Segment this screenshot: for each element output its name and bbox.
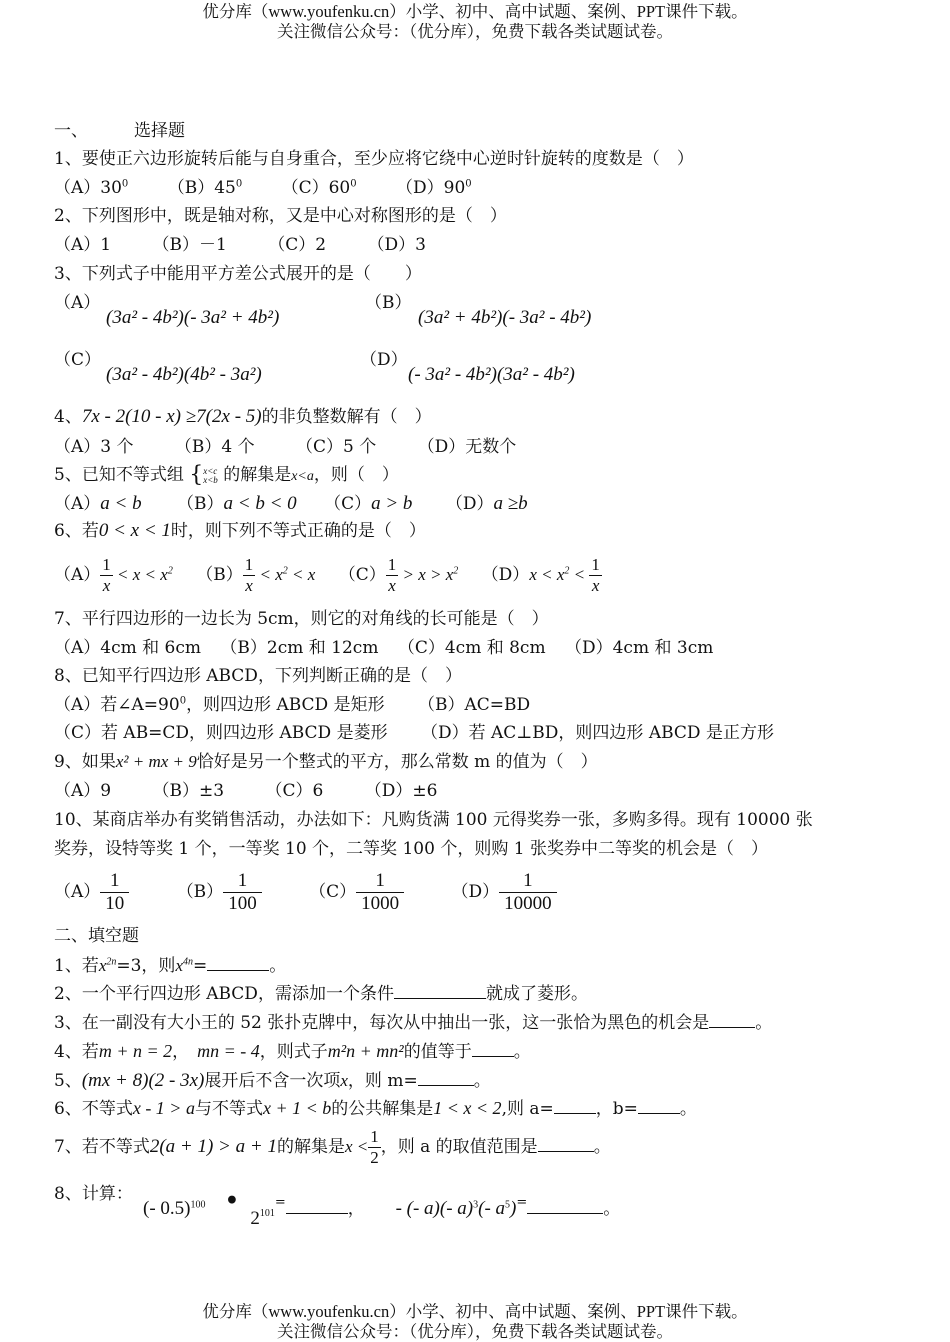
- q8-option-b: （B）AC=BD: [418, 695, 531, 715]
- q4-option-d: （D）无数个: [417, 437, 517, 457]
- q10-option-a: （A） $\frac{1}{10}$: [54, 882, 129, 902]
- q3-option-a-label: （A）: [54, 293, 101, 313]
- section-title-fill: 二、填空题: [54, 926, 139, 946]
- q4-option-c: （C）5 个: [296, 437, 377, 457]
- q10-option-b: （B） $\frac{1}{100}$: [177, 882, 262, 902]
- q2-option-c: （C）2: [268, 235, 327, 255]
- f1-blank[interactable]: [207, 953, 269, 971]
- q10-option-d: （D） $\frac{1}{10000}$: [452, 882, 557, 902]
- q5-option-c: （C）a > b: [324, 493, 413, 514]
- f8-blank-2[interactable]: [527, 1196, 603, 1214]
- q8-options-row2: [54, 721, 774, 745]
- q6-stem: 6、若0 < x < 1时，则下列不等式正确的是（ ）: [54, 520, 426, 541]
- f3-stem: 3、在一副没有大小王的 52 张扑克牌中，每次从中抽出一张，这一张恰为黑色的机会是 。: [54, 1010, 772, 1035]
- f4-blank[interactable]: [472, 1039, 514, 1057]
- q5-option-d: （D）a ≥b: [445, 493, 528, 514]
- q4-option-a: （A）3 个: [54, 437, 134, 457]
- f2-stem: 2、一个平行四边形 ABCD，需添加一个条件 就成了菱形。: [54, 981, 588, 1006]
- f8-expressions: (- 0.5)$^{100}$ • $2^{101=}$ ， - (- a)(- a)$^3$(- $a^5)^=$ 。: [143, 1188, 621, 1229]
- q4-option-b: （B）4 个: [174, 437, 255, 457]
- header-line-1: 优分库（www.youfenku.cn）小学、初中、高中试题、案例、PPT课件下载。: [202, 2, 748, 21]
- q7-option-a: （A）4cm 和 6cm: [54, 638, 201, 658]
- q10-stem-line2: 奖券，设特等奖 1 个，一等奖 10 个，二等奖 100 个，则购 1 张奖券中二等奖的机会是（ ）: [54, 839, 768, 859]
- f8-blank-1[interactable]: [286, 1196, 348, 1214]
- q3-option-b-expr: (3a² + 4b²)(- 3a² - 4b²): [418, 307, 592, 328]
- q5-system: x<c x<b: [203, 465, 218, 485]
- section-title-text: 选择题: [134, 121, 185, 141]
- q3-option-a-expr: (3a² - 4b²)(- 3a² + 4b²): [106, 307, 280, 328]
- q9-option-d: （D）±6: [364, 781, 438, 801]
- q6-option-d: $(D)x < x^2$ < $\frac{1}{x}$: [481, 555, 600, 595]
- q6-condition: 0 < x < 1: [98, 520, 171, 541]
- f6-stem: 6、不等式x - 1 > a与不等式x + 1 < b的公共解集是1 < x < 2,则 a= ，b= 。: [54, 1098, 697, 1119]
- q9-stem: 9、如果x² + mx + 9恰好是另一个整式的平方，那么常数 m 的值为（ ）: [54, 752, 598, 772]
- q7-option-c: （C）4cm 和 8cm: [397, 638, 546, 658]
- q9-option-b: （B）±3: [152, 781, 225, 801]
- q5-solution: x<a: [291, 469, 314, 484]
- q5-option-b: （B）a < b < 0: [177, 493, 297, 514]
- section-title-choice: [54, 119, 185, 143]
- q3-option-c-label: （C）: [54, 350, 102, 370]
- q4-inequality: 7x - 2(10 - x) ≥7(2x - 5): [81, 406, 262, 427]
- q9-option-c: （C）6: [265, 781, 324, 801]
- q1-option-c: $(C)60^0$: [281, 178, 357, 198]
- q5-options: [54, 492, 528, 516]
- q5-option-a: （A）a < b: [54, 493, 142, 514]
- q8-option-a: （A）若$\angle A=90^0$，则四边形 ABCD 是矩形: [54, 695, 385, 715]
- footer-line-2: 关注微信公众号：（优分库），免费下载各类试题试卷。: [277, 1322, 673, 1341]
- q10-stem-line1: 10、某商店举办有奖销售活动，办法如下：凡购货满 100 元得奖券一张，多购多得。现有 10000 张: [54, 810, 813, 830]
- q9-options: [54, 779, 437, 803]
- q4-options: [54, 435, 516, 459]
- header-line-2: 关注微信公众号：（优分库），免费下载各类试题试卷。: [277, 22, 673, 41]
- q5-stem: 5、已知不等式组 { x<c x<b 的解集是x<a，则（ ）: [54, 462, 399, 488]
- f8-label: 8、计算：: [54, 1184, 133, 1204]
- q3-stem: 3、下列式子中能用平方差公式展开的是（ ）: [54, 264, 422, 284]
- footer-line-1: 优分库（www.youfenku.cn）小学、初中、高中试题、案例、PPT课件下载。: [202, 1302, 748, 1321]
- f4-stem: 4、若m + n = 2， mn = - 4，则式子m²n + mn²的值等于 。: [54, 1041, 531, 1062]
- f6-blank-b[interactable]: [638, 1096, 680, 1114]
- q6-options: [54, 552, 602, 598]
- f5-blank[interactable]: [418, 1068, 474, 1086]
- q1-option-d: $(D)90^0$: [396, 178, 472, 198]
- q8-option-c: （C）若 AB=CD，则四边形 ABCD 是菱形: [54, 723, 388, 743]
- q8-stem: 8、已知平行四边形 ABCD，下列判断正确的是（ ）: [54, 666, 462, 686]
- q1-option-b: $(B)45^0$: [167, 178, 243, 198]
- q6-option-c: （C） $\frac{1}{x}$ > $x > x^2$: [338, 555, 459, 595]
- q3-option-d-expr: (- 3a² - 4b²)(3a² - 4b²): [408, 364, 575, 385]
- q9-expression: x² + mx + 9: [115, 752, 197, 771]
- f6-blank-a[interactable]: [554, 1096, 596, 1114]
- q7-option-d: （D）4cm 和 3cm: [564, 638, 714, 658]
- f1-stem: 1、若$x^{2n}=3$，则$x^{4n}=$ 。: [54, 953, 286, 978]
- q1-stem: 1、要使正六边形旋转后能与自身重合，至少应将它绕中心逆时针旋转的度数是（ ）: [54, 149, 694, 169]
- q4-stem: 4、7x - 2(10 - x) ≥7(2x - 5)的非负整数解有（ ）: [54, 406, 432, 427]
- section-number: 一、: [54, 121, 88, 141]
- f5-stem: 5、(mx + 8)(2 - 3x)展开后不含一次项x，则 m= 。: [54, 1070, 491, 1091]
- f7-blank[interactable]: [538, 1134, 594, 1152]
- q7-options: [54, 636, 713, 660]
- f3-blank[interactable]: [709, 1010, 755, 1028]
- q6-option-b: （B） $\frac{1}{x}$ < $x^2 < x$: [196, 555, 316, 595]
- q2-option-a: （A）1: [54, 235, 112, 255]
- q10-options: [54, 866, 557, 918]
- q2-option-d: （D）3: [367, 235, 426, 255]
- q8-options-row1: [54, 693, 530, 717]
- q2-option-b: （B）－1: [152, 235, 227, 255]
- q7-option-b: （B）2cm 和 12cm: [220, 638, 379, 658]
- q1-options: [54, 176, 472, 200]
- f2-blank[interactable]: [394, 981, 486, 999]
- f7-stem: 7、若不等式2(a + 1) > a + 1的解集是x < $\frac{1}{2}$ ，则 a 的取值范围是 。: [54, 1127, 611, 1167]
- q1-option-a: $(A)30^0$: [54, 178, 129, 198]
- q2-stem: 2、下列图形中，既是轴对称，又是中心对称图形的是（ ）: [54, 206, 507, 226]
- q7-stem: 7、平行四边形的一边长为 5cm，则它的对角线的长可能是（ ）: [54, 609, 549, 629]
- q3-option-d-label: （D）: [360, 350, 408, 370]
- q3-option-b-label: （B）: [365, 293, 412, 313]
- q10-option-c: （C） $\frac{1}{1000}$: [309, 882, 404, 902]
- q2-options: [54, 233, 426, 257]
- q6-option-a: （A） $\frac{1}{x}$ < $x < x^2$: [54, 555, 173, 595]
- q9-option-a: （A）9: [54, 781, 112, 801]
- q3-option-c-expr: (3a² - 4b²)(4b² - 3a²): [106, 364, 262, 385]
- q8-option-d: （D）若 AC⊥BD，则四边形 ABCD 是正方形: [421, 723, 774, 743]
